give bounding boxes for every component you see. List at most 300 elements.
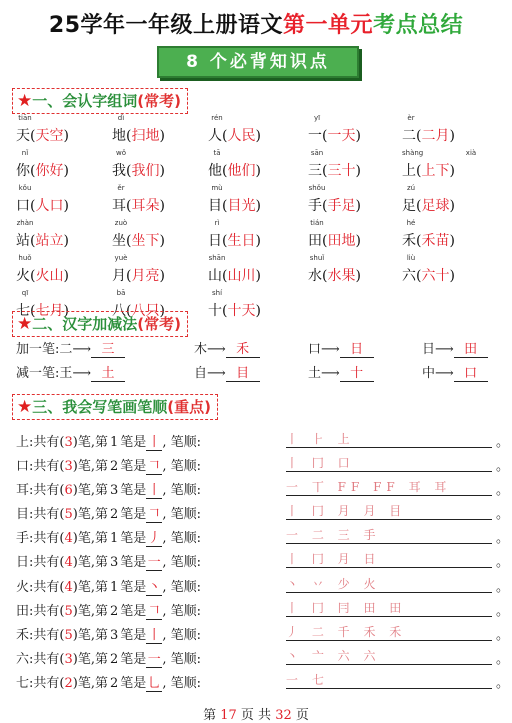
paren-open: (: [222, 163, 228, 179]
comma: ,: [162, 507, 171, 523]
word-entry: [308, 230, 361, 250]
stroke-index: 3: [110, 483, 119, 499]
calc-answer: 禾: [226, 338, 260, 358]
stroke-order-answer: 丿 二 千 禾 禾: [286, 623, 492, 641]
paren-close: ): [355, 268, 361, 284]
stroke-text: 笔,: [77, 651, 95, 667]
stroke-text: 第: [95, 651, 109, 667]
word-answer: 禾苗: [421, 233, 450, 249]
paren-close: ): [159, 268, 165, 284]
footer-suffix: 页: [295, 708, 309, 723]
stroke-character: 七: [16, 675, 30, 691]
paren-close: ): [159, 198, 165, 214]
stroke-text: 笔,: [77, 531, 95, 547]
pinyin: wǒ: [115, 149, 126, 157]
word-entry: [208, 160, 261, 180]
stroke-index: 1: [110, 435, 119, 450]
stroke-text: 笔,: [77, 435, 95, 450]
word-entry: [308, 160, 361, 180]
stroke-text: 第: [95, 603, 109, 619]
character: 目: [208, 198, 222, 214]
pinyin: zuò: [114, 219, 128, 227]
word-answer: 人口: [35, 198, 64, 214]
stroke-text: 共有: [33, 603, 60, 619]
comma: ,: [162, 627, 171, 643]
stroke-text: 笔是: [120, 459, 147, 475]
word-row: [16, 217, 506, 252]
word-answer: 山川: [227, 268, 256, 284]
stroke-text: 笔顺:: [170, 507, 201, 523]
word-entry: [308, 125, 361, 145]
calc-answer: 三: [91, 338, 125, 358]
calc-answer: 十: [340, 362, 374, 382]
comma: ,: [162, 483, 171, 499]
paren-close: ): [63, 303, 69, 319]
total-pages: 32: [275, 708, 292, 723]
colon: :: [29, 627, 34, 643]
word-entry: [402, 160, 455, 180]
word-entry: [16, 230, 69, 250]
pinyin: zhàn: [16, 219, 34, 227]
stroke-text: 共有: [33, 675, 60, 691]
stroke-answer: 丨: [146, 431, 162, 451]
pinyin: sān: [310, 149, 324, 157]
period: 。: [496, 435, 510, 450]
paren-close: ): [449, 268, 455, 284]
character: 足: [402, 198, 416, 214]
pinyin: shǒu: [308, 184, 326, 192]
word-entry: [402, 125, 455, 145]
paren-open: (: [126, 198, 132, 214]
word-entry: [112, 230, 165, 250]
calc-question: 中⟶: [422, 366, 454, 381]
word-entry: [16, 265, 69, 285]
section-heading-strokes: [12, 394, 218, 420]
word-entry: [208, 195, 261, 215]
paren-close: ): [255, 163, 261, 179]
period: 。: [496, 483, 510, 499]
word-answer: 八只: [131, 303, 160, 319]
colon: :: [29, 507, 34, 523]
paren-open: (: [59, 459, 65, 475]
pinyin: shí: [211, 289, 223, 297]
comma: ,: [162, 651, 171, 667]
paren-open: (: [59, 507, 65, 523]
paren-open: (: [322, 233, 328, 249]
paren-open: (: [59, 483, 65, 499]
stroke-text: 笔是: [120, 507, 147, 523]
word-answer: 扫地: [131, 128, 160, 144]
stroke-text: 笔是: [120, 627, 147, 643]
stroke-index: 1: [110, 579, 119, 595]
paren-close: ): [159, 303, 165, 319]
word-answer: 月亮: [131, 268, 160, 284]
stroke-character: 田: [16, 603, 30, 619]
stroke-count: 5: [64, 627, 73, 643]
character: 坐: [112, 233, 126, 249]
paren-open: (: [222, 268, 228, 284]
character: 他: [208, 163, 222, 179]
stroke-text: 第: [95, 435, 109, 450]
word-entry: [112, 160, 165, 180]
stroke-text: 笔是: [120, 579, 147, 595]
stroke-text: 笔顺:: [170, 603, 201, 619]
calc-question: 王⟶: [59, 366, 92, 381]
comma: ,: [162, 435, 171, 450]
word-grid: [16, 112, 506, 322]
calc-item: [16, 362, 125, 382]
paren-open: (: [416, 198, 422, 214]
character: 田: [308, 233, 322, 249]
stroke-text: 笔,: [77, 579, 95, 595]
stroke-count: 4: [64, 531, 73, 547]
character: 你: [16, 163, 30, 179]
stroke-row: [16, 645, 510, 669]
pinyin: hé: [406, 219, 416, 227]
stroke-text: 笔,: [77, 627, 95, 643]
comma: ,: [162, 459, 171, 475]
stroke-character: 禾: [16, 627, 30, 643]
colon: :: [29, 579, 34, 595]
word-answer: 站立: [35, 233, 64, 249]
colon: :: [29, 435, 34, 450]
word-item: [402, 182, 512, 217]
word-entry: [308, 265, 361, 285]
character: 二: [402, 128, 416, 144]
stroke-character: 手: [16, 531, 30, 547]
stroke-text: 笔顺:: [170, 555, 201, 571]
stroke-answer: 丨: [146, 479, 162, 499]
paren-open: (: [126, 233, 132, 249]
paren-open: (: [59, 531, 65, 547]
stroke-text: 笔是: [120, 651, 147, 667]
word-answer: 人民: [227, 128, 256, 144]
calc-item: [16, 338, 125, 358]
word-answer: 生日: [227, 233, 256, 249]
comma: ,: [162, 579, 171, 595]
word-answer: 他们: [227, 163, 256, 179]
stroke-text: 笔顺:: [170, 483, 201, 499]
stroke-question: [16, 672, 201, 692]
pinyin: rén: [211, 114, 223, 122]
stroke-index: 2: [110, 459, 119, 475]
paren-open: (: [30, 198, 36, 214]
stroke-character: 六: [16, 651, 30, 667]
stroke-text: 笔顺:: [170, 435, 201, 450]
pinyin: tián: [310, 219, 324, 227]
paren-close: ): [255, 268, 261, 284]
paren-close: ): [355, 233, 361, 249]
stroke-question: [16, 551, 201, 571]
section-tag: (常考): [137, 315, 181, 333]
paren-open: (: [59, 675, 65, 691]
pinyin: liù: [406, 254, 416, 262]
period: 。: [496, 627, 510, 643]
word-answer: 六十: [421, 268, 450, 284]
calc-answer: 田: [454, 338, 488, 358]
stroke-order-list: [16, 428, 510, 693]
word-answer: 火山: [35, 268, 64, 284]
paren-close: ): [72, 603, 78, 619]
stroke-answer: 𠃍: [146, 600, 162, 620]
word-answer: 我们: [131, 163, 160, 179]
stroke-index: 2: [110, 651, 119, 667]
footer-mid: 页 共: [240, 708, 272, 723]
character: 天: [16, 128, 30, 144]
period: 。: [496, 675, 510, 691]
stroke-text: 笔是: [120, 675, 147, 691]
colon: :: [29, 459, 34, 475]
stroke-index: 2: [110, 603, 119, 619]
footer-prefix: 第: [203, 708, 217, 723]
character: 八: [112, 303, 126, 319]
paren-close: ): [63, 268, 69, 284]
word-answer: 水果: [327, 268, 356, 284]
character: 月: [112, 268, 126, 284]
character: 火: [16, 268, 30, 284]
paren-close: ): [72, 651, 78, 667]
paren-open: (: [416, 128, 422, 144]
word-answer: 田地: [327, 233, 356, 249]
word-item: [402, 217, 512, 252]
word-answer: 目光: [227, 198, 256, 214]
stroke-text: 共有: [33, 483, 60, 499]
paren-open: (: [30, 233, 36, 249]
section-tag: (常考): [137, 92, 181, 110]
stroke-text: 笔顺:: [170, 627, 201, 643]
page-footer: [0, 704, 512, 723]
stroke-character: 耳: [16, 483, 30, 499]
word-entry: [112, 125, 165, 145]
paren-open: (: [59, 435, 65, 450]
calc-answer: 土: [91, 362, 125, 382]
section-title: 一、会认字组词: [32, 92, 138, 110]
comma: ,: [162, 555, 171, 571]
word-answer: 十天: [227, 303, 256, 319]
calc-label: 减一笔:: [16, 366, 60, 381]
word-answer: 七月: [35, 303, 64, 319]
stroke-count: 3: [64, 435, 73, 450]
title-part-summary: 考点总结: [373, 13, 464, 38]
word-row: [16, 147, 506, 182]
stroke-order-answer: 丨 冂 冃 田 田: [286, 599, 492, 617]
period: 。: [496, 603, 510, 619]
paren-close: ): [63, 163, 69, 179]
stroke-text: 共有: [33, 579, 60, 595]
pinyin: nǐ: [21, 149, 29, 157]
stroke-text: 笔是: [120, 603, 147, 619]
stroke-row: [16, 669, 510, 693]
word-entry: [16, 125, 69, 145]
stroke-answer: 丨: [146, 624, 162, 644]
word-entry: [208, 265, 261, 285]
word-entry: [16, 195, 69, 215]
character: 日: [208, 233, 222, 249]
stroke-question: [16, 479, 201, 499]
word-answer: 三十: [327, 163, 356, 179]
stroke-count: 4: [64, 555, 73, 571]
word-entry: [308, 195, 361, 215]
stroke-row: [16, 597, 510, 621]
stroke-text: 笔顺:: [170, 579, 201, 595]
paren-close: ): [449, 233, 455, 249]
paren-close: ): [255, 128, 261, 144]
paren-open: (: [322, 268, 328, 284]
stroke-text: 笔是: [120, 435, 147, 450]
paren-open: (: [59, 651, 65, 667]
character: 手: [308, 198, 322, 214]
character: 七: [16, 303, 30, 319]
character: 口: [16, 198, 30, 214]
stroke-question: [16, 648, 201, 668]
stroke-text: 笔,: [77, 459, 95, 475]
stroke-text: 第: [95, 507, 109, 523]
current-page: 17: [220, 708, 237, 723]
stroke-question: [16, 576, 201, 596]
title-part-unit: 第一单元: [283, 13, 374, 38]
period: 。: [496, 507, 510, 523]
character: 水: [308, 268, 322, 284]
paren-close: ): [355, 198, 361, 214]
stroke-question: [16, 431, 201, 451]
character: 我: [112, 163, 126, 179]
word-answer: 一天: [327, 128, 356, 144]
stroke-row: [16, 621, 510, 645]
calc-question: 土⟶: [308, 366, 340, 381]
stroke-count: 5: [64, 507, 73, 523]
paren-close: ): [449, 198, 455, 214]
stroke-index: 3: [110, 627, 119, 643]
stroke-question: [16, 600, 201, 620]
stroke-row: [16, 524, 510, 548]
paren-close: ): [72, 459, 78, 475]
word-entry: [208, 125, 261, 145]
colon: :: [29, 603, 34, 619]
stroke-text: 第: [95, 555, 109, 571]
stroke-order-answer: 一 丅 FF FF 耳 耳: [286, 478, 492, 496]
paren-open: (: [222, 233, 228, 249]
stroke-text: 第: [95, 627, 109, 643]
stroke-text: 第: [95, 579, 109, 595]
paren-close: ): [72, 435, 78, 450]
calc-question: 日⟶: [422, 342, 454, 357]
stroke-question: [16, 503, 201, 523]
stroke-character: 目: [16, 507, 30, 523]
word-answer: 你好: [35, 163, 64, 179]
word-entry: [16, 160, 69, 180]
calc-question: 二⟶: [59, 342, 92, 357]
pinyin: zú: [406, 184, 416, 192]
calc-question: 口⟶: [308, 342, 340, 357]
pinyin: mù: [211, 184, 223, 192]
stroke-index: 3: [110, 555, 119, 571]
paren-close: ): [63, 198, 69, 214]
title-part-grade: 25学年一年级上册语文: [48, 13, 284, 38]
character: 一: [308, 128, 322, 144]
paren-open: (: [59, 627, 65, 643]
comma: ,: [162, 531, 171, 547]
stroke-order-answer: 丶 亠 六 六: [286, 647, 492, 665]
paren-open: (: [322, 128, 328, 144]
calc-row: [16, 360, 506, 384]
stroke-question: [16, 527, 201, 547]
paren-close: ): [72, 627, 78, 643]
stroke-text: 笔顺:: [170, 531, 201, 547]
word-answer: 手足: [327, 198, 356, 214]
pinyin: bā: [116, 289, 126, 297]
word-answer: 耳朵: [131, 198, 160, 214]
colon: :: [29, 483, 34, 499]
stroke-answer: 一: [146, 648, 162, 668]
stroke-text: 共有: [33, 531, 60, 547]
paren-open: (: [30, 303, 36, 319]
paren-open: (: [322, 198, 328, 214]
paren-close: ): [449, 128, 455, 144]
paren-close: ): [72, 675, 78, 691]
stroke-row: [16, 548, 510, 572]
stroke-row: [16, 428, 510, 452]
calc-row: [16, 336, 506, 360]
page-title: [0, 8, 512, 39]
character: 十: [208, 303, 222, 319]
paren-close: ): [355, 163, 361, 179]
stroke-text: 共有: [33, 555, 60, 571]
word-entry: [208, 300, 261, 320]
stroke-order-answer: 一 二 三 手: [286, 526, 492, 544]
stroke-text: 笔,: [77, 675, 95, 691]
period: 。: [496, 531, 510, 547]
stroke-character: 日: [16, 555, 30, 571]
paren-close: ): [72, 579, 78, 595]
pinyin: yī: [313, 114, 321, 122]
stroke-text: 共有: [33, 627, 60, 643]
word-answer: 上下: [421, 163, 450, 179]
character: 三: [308, 163, 322, 179]
word-entry: [112, 195, 165, 215]
word-item: [208, 287, 328, 322]
calc-block: [16, 336, 506, 384]
stroke-text: 笔是: [120, 531, 147, 547]
character: 六: [402, 268, 416, 284]
paren-close: ): [63, 233, 69, 249]
pinyin: dì: [117, 114, 125, 122]
paren-open: (: [59, 603, 65, 619]
word-row: [16, 182, 506, 217]
stroke-answer: 𠃍: [146, 503, 162, 523]
stroke-order-answer: 一 七: [286, 671, 492, 689]
calc-label: 加一笔:: [16, 342, 60, 357]
character: 上: [402, 163, 416, 179]
stroke-text: 共有: [33, 651, 60, 667]
paren-close: ): [159, 128, 165, 144]
stroke-order-answer: 丨 ⺊ 上: [286, 430, 492, 448]
colon: :: [29, 555, 34, 571]
word-row: [16, 112, 506, 147]
stroke-answer: 𠃍: [146, 455, 162, 475]
stroke-text: 笔顺:: [170, 675, 201, 691]
stroke-row: [16, 500, 510, 524]
word-answer: 二月: [421, 128, 450, 144]
comma: ,: [162, 675, 171, 691]
character: 耳: [112, 198, 126, 214]
calc-question: 自⟶: [194, 366, 226, 381]
stroke-answer: 丶: [146, 576, 162, 596]
stroke-text: 第: [95, 531, 109, 547]
word-entry: [402, 195, 455, 215]
word-item: [402, 112, 512, 147]
calc-item: [194, 362, 260, 382]
paren-open: (: [59, 579, 65, 595]
